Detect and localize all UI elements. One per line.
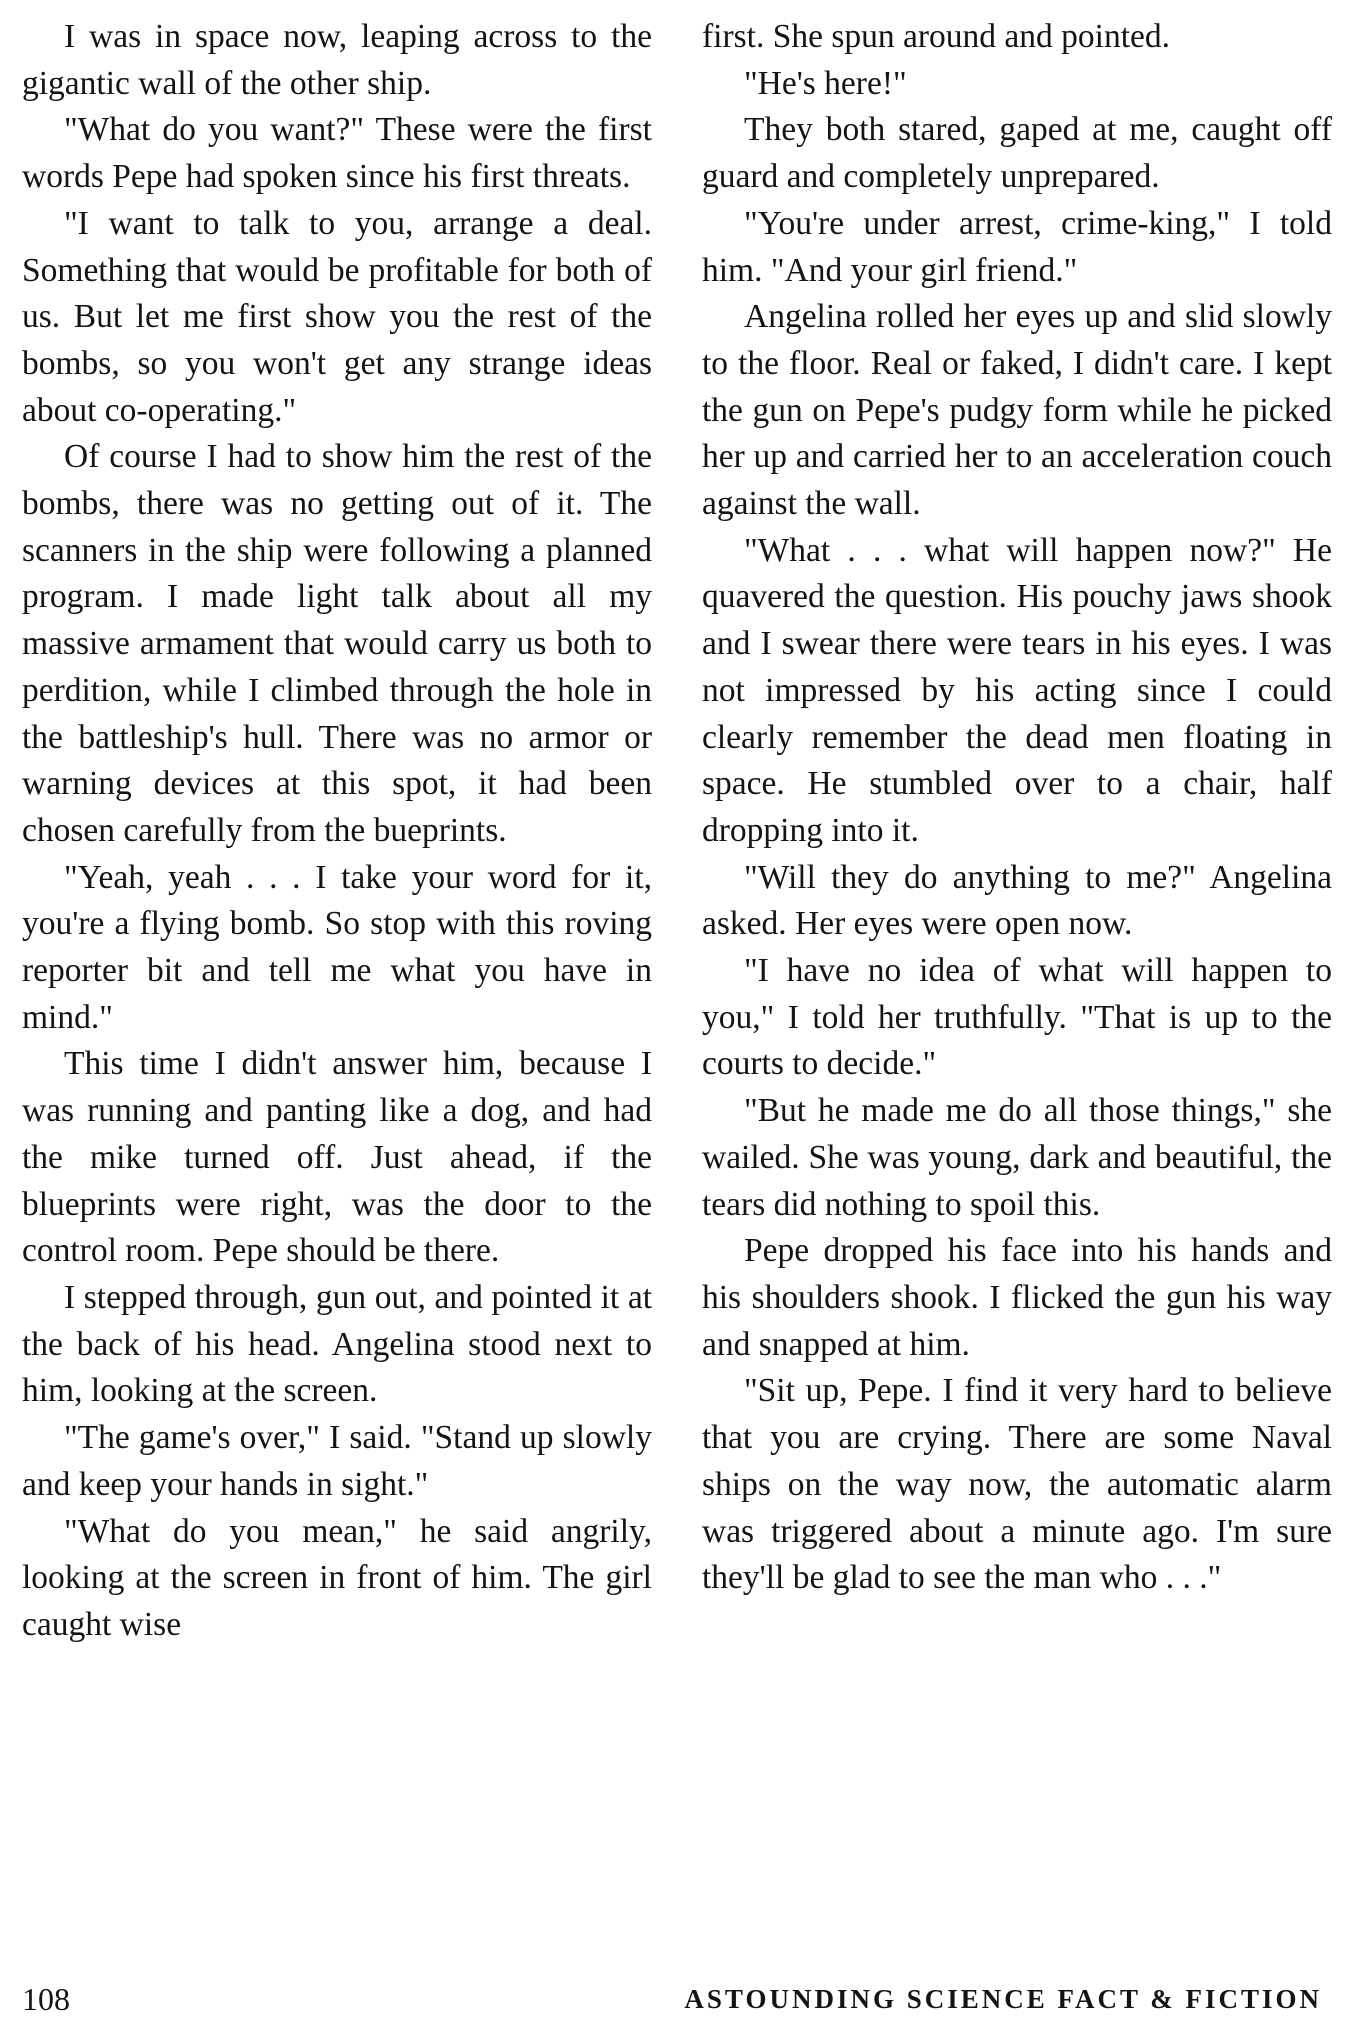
paragraph: "He's here!" bbox=[744, 64, 907, 102]
left-column bbox=[22, 14, 652, 1649]
paragraph: "The game's over," I said. "Stand up slowly and keep your hands in sight." bbox=[22, 1419, 652, 1503]
paragraph: They both stared, gaped at me, caught off guard and completely unprepared. bbox=[702, 111, 1332, 196]
paragraph: "But he made me do all those things," she wailed. She was young, dark and beautiful, the tears did nothing to spoil this. bbox=[702, 1092, 1332, 1223]
paragraph-continued: first. She spun around and pointed. bbox=[702, 18, 1171, 55]
running-head: ASTOUNDING SCIENCE FACT & FICTION bbox=[684, 1984, 1322, 2014]
paragraph: "What . . . what will happen now?" He quavered the question. His pouchy jaws shook and I swear there were tears in his eyes. I was not impressed by his acting since I could clearly remember the dead men floating in space. He stumbled over to a chair, half dropping into it. bbox=[702, 531, 1332, 849]
paragraph: "Yeah, yeah . . . I take your word for it, you're a flying bomb. So stop with this roving reporter bit and tell me what you have in mind." bbox=[22, 858, 652, 1036]
paragraph: "What do you want?" These were the first words Pepe had spoken since his first threats. bbox=[22, 111, 652, 196]
paragraph: "You're under arrest, crime-king," I told him. "And your girl friend." bbox=[702, 204, 1332, 289]
paragraph: I was in space now, leaping across to the gigantic wall of the other ship. bbox=[22, 18, 652, 102]
paragraph: "I have no idea of what will happen to you," I told her truthfully. "That is up to the courts to decide." bbox=[702, 952, 1332, 1083]
page-number: 108 bbox=[22, 1981, 70, 2017]
paragraph: "Sit up, Pepe. I find it very hard to believe that you are crying. There are some Naval ships on the way now, the automatic alarm was triggered about a minute ago. I'm sure they'll be glad to see the man who . . ." bbox=[702, 1372, 1332, 1597]
paragraph: Pepe dropped his face into his hands and his shoulders shook. I flicked the gun his way and snapped at him. bbox=[702, 1232, 1332, 1363]
paragraph: "Will they do anything to me?" Angelina asked. Her eyes were open now. bbox=[702, 858, 1332, 943]
right-column bbox=[702, 14, 1332, 1602]
paragraph: "What do you mean," he said angrily, looking at the screen in front of him. The girl caught wise bbox=[22, 1512, 652, 1643]
paragraph: This time I didn't answer him, because I was running and panting like a dog, and had the mike turned off. Just ahead, if the blueprints were right, was the door to the control room. Pepe should be there. bbox=[22, 1045, 652, 1270]
paragraph: Angelina rolled her eyes up and slid slowly to the floor. Real or faked, I didn't care. I kept the gun on Pepe's pudgy form while he picked her up and carried her to an acceleration couch against the wall. bbox=[702, 298, 1332, 523]
page-footer bbox=[22, 1976, 1322, 2022]
magazine-page bbox=[22, 0, 1332, 2039]
paragraph: Of course I had to show him the rest of the bombs, there was no getting out of it. The scanners in the ship were following a planned program. I made light talk about all my massive armament that would carry us both to perdition, while I climbed through the hole in the battleship's hull. There was no armor or warning devices at this spot, it had been chosen carefully from the bueprints. bbox=[22, 438, 652, 849]
paragraph: "I want to talk to you, arrange a deal. Something that would be profitable for both of us. But let me first show you the rest of the bombs, so you won't get any strange ideas about co-operating." bbox=[22, 204, 652, 429]
paragraph: I stepped through, gun out, and pointed it at the back of his head. Angelina stood next to him, looking at the screen. bbox=[22, 1278, 652, 1410]
